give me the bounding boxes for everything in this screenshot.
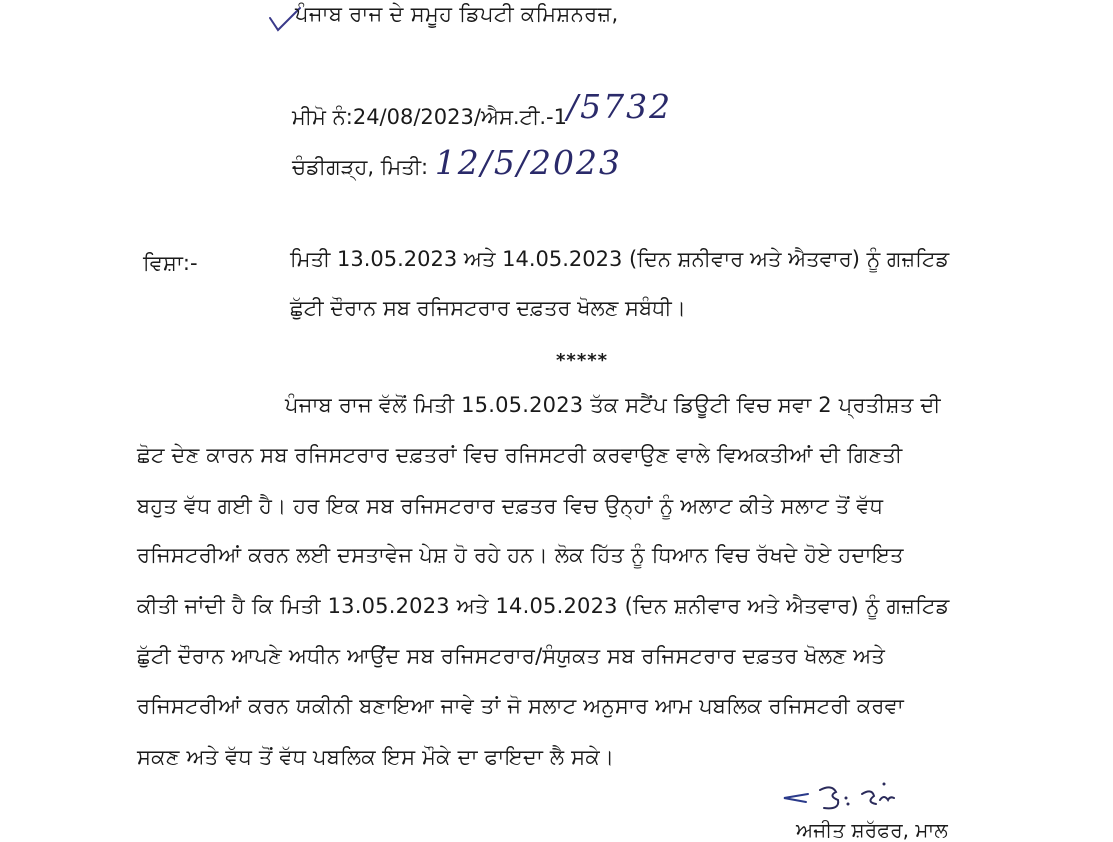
memo-date: [292, 143, 622, 182]
subject-line: ਛੁੱਟੀ ਦੌਰਾਨ ਸਬ ਰਜਿਸਟਰਾਰ ਦਫ਼ਤਰ ਖੋਲਣ ਸਬੰਧੀ।: [290, 296, 686, 320]
subject-label: ਵਿਸ਼ਾ:-: [143, 251, 198, 275]
body-line: ਰਜਿਸਟਰੀਆਂ ਕਰਨ ਲਈ ਦਸਤਾਵੇਜ ਪੇਸ਼ ਹੋ ਰਹੇ ਹਨ। ਲੋਕ ਹਿੱਤ ਨੂੰ ਧਿਆਨ ਵਿਚ ਰੱਖਦੇ ਹੋਏ ਹਦਾਇਤ: [137, 543, 904, 567]
body-line: ਪੰਜਾਬ ਰਾਜ ਵੱਲੋਂ ਮਿਤੀ 15.05.2023 ਤੱਕ ਸਟੈਂਪ ਡਿਊਟੀ ਵਿਚ ਸਵਾ 2 ਪ੍ਰਤੀਸ਼ਤ ਦੀ: [285, 393, 941, 417]
body-line: ਸਕਣ ਅਤੇ ਵੱਧ ਤੋਂ ਵੱਧ ਪਬਲਿਕ ਇਸ ਮੌਕੇ ਦਾ ਫਾਇਦਾ ਲੈ ਸਕੇ।: [137, 745, 615, 769]
date-prefix: ਚੰਡੀਗੜ੍ਹ, ਮਿਤੀ:: [292, 155, 429, 179]
memo-handwritten-number: /5732: [567, 87, 673, 126]
memo-number-prefix: ਮੀਮੋ ਨੰ:24/08/2023/ਐਸ.ਟੀ.-1: [292, 105, 567, 129]
body-line: ਕੀਤੀ ਜਾਂਦੀ ਹੈ ਕਿ ਮਿਤੀ 13.05.2023 ਅਤੇ 14.05.2023 (ਦਿਨ ਸ਼ਨੀਵਾਰ ਅਤੇ ਐਤਵਾਰ) ਨੂੰ ਗਜ਼ਟਿਡ: [137, 594, 950, 618]
signatory-name: ਅਜੀਤ ਸ਼ਰੱਫਰ, ਮਾਲ: [796, 818, 948, 842]
date-handwritten: 12/5/2023: [434, 143, 623, 182]
body-line: ਰਜਿਸਟਰੀਆਂ ਕਰਨ ਯਕੀਨੀ ਬਣਾਇਆ ਜਾਵੇ ਤਾਂ ਜੋ ਸਲਾਟ ਅਨੁਸਾਰ ਆਮ ਪਬਲਿਕ ਰਜਿਸਟਰੀ ਕਰਵਾ: [137, 694, 904, 718]
section-separator: *****: [556, 350, 609, 371]
memo-number: [292, 87, 673, 132]
body-line: ਛੁੱਟੀ ਦੌਰਾਨ ਆਪਣੇ ਅਧੀਨ ਆਉਂਦ ਸਬ ਰਜਿਸਟਰਾਰ/ਸੰਯੁਕਤ ਸਬ ਰਜਿਸਟਰਾਰ ਦਫ਼ਤਰ ਖੋਲਣ ਅਤੇ: [137, 644, 885, 668]
body-line: ਛੋਟ ਦੇਣ ਕਾਰਨ ਸਬ ਰਜਿਸਟਰਾਰ ਦਫ਼ਤਰਾਂ ਵਿਚ ਰਜਿਸਟਰੀ ਕਰਵਾਉਣ ਵਾਲੇ ਵਿਅਕਤੀਆਂ ਦੀ ਗਿਣਤੀ: [137, 443, 903, 467]
addressee-line: ਪੰਜਾਬ ਰਾਜ ਦੇ ਸਮੂਹ ਡਿਪਟੀ ਕਮਿਸ਼ਨਰਜ਼,: [295, 2, 619, 26]
handwritten-signature: [780, 780, 930, 820]
subject-line: ਮਿਤੀ 13.05.2023 ਅਤੇ 14.05.2023 (ਦਿਨ ਸ਼ਨੀਵਾਰ ਅਤੇ ਐਤਵਾਰ) ਨੂੰ ਗਜ਼ਟਿਡ: [290, 247, 950, 271]
body-line: ਬਹੁਤ ਵੱਧ ਗਈ ਹੈ। ਹਰ ਇਕ ਸਬ ਰਜਿਸਟਰਾਰ ਦਫ਼ਤਰ ਵਿਚ ਉਨ੍ਹਾਂ ਨੂੰ ਅਲਾਟ ਕੀਤੇ ਸਲਾਟ ਤੋਂ ਵੱਧ: [137, 494, 884, 518]
